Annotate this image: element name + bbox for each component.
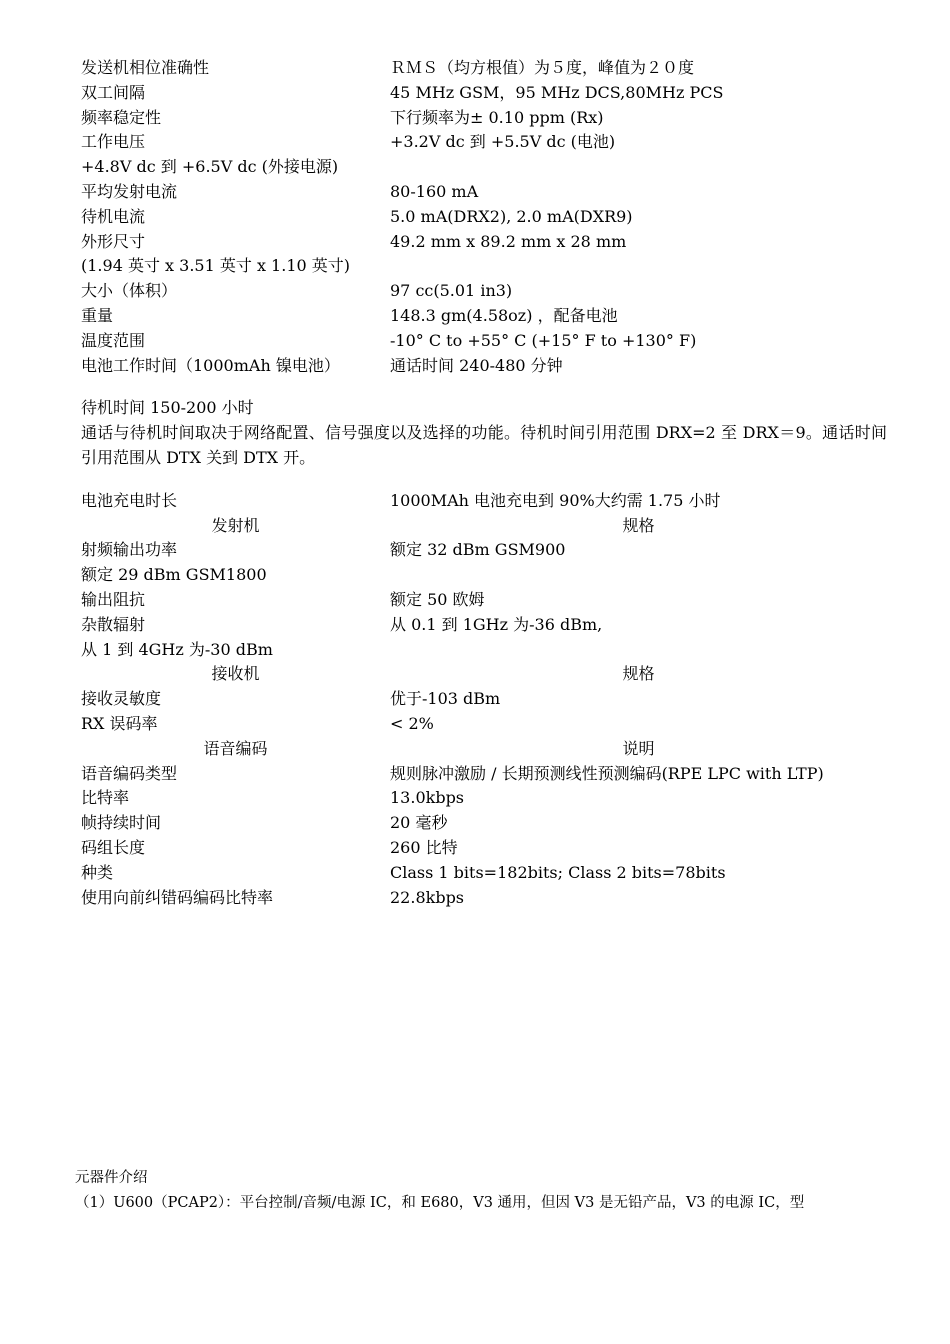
spec-label: 大小（体积） — [81, 281, 178, 301]
section-header-row — [81, 514, 887, 539]
section-header-value: 规格 — [622, 515, 655, 535]
section-header-label: 发射机 — [211, 515, 260, 535]
spec-row — [81, 329, 887, 354]
spec-label: 输出阻抗 — [81, 589, 146, 609]
spec-document — [81, 56, 887, 910]
spec-value: 13.0kbps — [390, 788, 465, 808]
spec-row — [81, 180, 887, 205]
spec-row — [81, 588, 887, 613]
spec-value: 通话时间 240-480 分钟 — [390, 355, 563, 375]
spec-row — [81, 254, 887, 279]
spec-value: 优于-103 dBm — [390, 689, 501, 709]
spec-value — [390, 638, 887, 663]
spec-value: 80-160 mA — [390, 181, 479, 201]
spec-label: 种类 — [81, 862, 114, 882]
spec-value: 规则脉冲激励 / 长期预测线性预测编码(RPE LPC with LTP) — [390, 763, 824, 783]
spec-label: 射频输出功率 — [81, 540, 178, 560]
spec-value: 20 毫秒 — [390, 813, 448, 833]
spec-value: Class 1 bits=182bits; Class 2 bits=78bits — [390, 862, 726, 882]
spec-value: 下行频率为± 0.10 ppm (Rx) — [390, 107, 604, 127]
spec-row — [81, 538, 887, 563]
spec-row — [81, 304, 887, 329]
spec-row — [81, 205, 887, 230]
section-header-row — [81, 737, 887, 762]
spacer — [81, 471, 887, 489]
spacer — [81, 378, 887, 396]
standby-note: 通话与待机时间取决于网络配置、信号强度以及选择的功能。待机时间引用范围 DRX=2 至 DRX＝9。通话时间引用范围从 DTX 关到 DTX 开。 — [81, 423, 887, 467]
spec-row — [81, 489, 887, 514]
spec-row — [81, 712, 887, 737]
spec-label: 电池充电时长 — [81, 490, 178, 510]
spec-label: +4.8V dc 到 +6.5V dc (外接电源) — [81, 157, 339, 177]
spec-label: 温度范围 — [81, 330, 146, 350]
spec-label: 杂散辐射 — [81, 614, 146, 634]
spec-label: 电池工作时间（1000mAh 镍电池） — [81, 355, 340, 375]
spec-value: 额定 50 欧姆 — [390, 589, 485, 609]
spec-label: (1.94 英寸 x 3.51 英寸 x 1.10 英寸) — [81, 256, 351, 276]
spec-label: 从 1 到 4GHz 为-30 dBm — [81, 639, 273, 659]
spec-value: 从 0.1 到 1GHz 为-36 dBm, — [390, 614, 603, 634]
spec-value: 22.8kbps — [390, 887, 465, 907]
spec-label: 额定 29 dBm GSM1800 — [81, 565, 267, 585]
spec-label: 外形尺寸 — [81, 231, 146, 251]
spec-value: < 2% — [390, 713, 434, 733]
spec-value: 148.3 gm(4.58oz) ，配备电池 — [390, 305, 618, 325]
spec-row — [81, 354, 887, 379]
spec-row — [81, 106, 887, 131]
spec-table-rf — [81, 489, 887, 911]
spec-label: 帧持续时间 — [81, 813, 162, 833]
spec-label: RX 误码率 — [81, 713, 158, 733]
spec-value: +3.2V dc 到 +5.5V dc (电池) — [390, 132, 616, 152]
spec-value: 49.2 mm x 89.2 mm x 28 mm — [390, 231, 627, 251]
spec-row — [81, 762, 887, 787]
spec-value: 45 MHz GSM，95 MHz DCS,80MHz PCS — [390, 82, 724, 102]
standby-line: 待机时间 150-200 小时 — [81, 398, 254, 418]
spec-value — [390, 254, 887, 279]
spec-row — [81, 687, 887, 712]
footer-heading: 元器件介绍 — [75, 1170, 148, 1186]
section-header-value: 说明 — [622, 738, 655, 758]
spec-row — [81, 811, 887, 836]
spec-value: 5.0 mA(DRX2), 2.0 mA(DXR9) — [390, 206, 633, 226]
spec-row — [81, 861, 887, 886]
spec-label: 发送机相位准确性 — [81, 58, 210, 77]
footer-line: （1）U600（PCAP2）：平台控制/音频/电源 IC，和 E680，V3 通用，但因 V3 是无铅产品，V3 的电源 IC，型 — [75, 1195, 805, 1211]
spec-value — [390, 563, 887, 588]
spec-value: 1000MAh 电池充电到 90%大约需 1.75 小时 — [390, 490, 721, 510]
section-header-row — [81, 662, 887, 687]
spec-value: 260 比特 — [390, 837, 458, 857]
spec-row — [81, 638, 887, 663]
spec-label: 比特率 — [81, 788, 130, 808]
spec-row — [81, 836, 887, 861]
spec-label: 语音编码类型 — [81, 763, 178, 783]
spec-label: 重量 — [81, 305, 114, 325]
spec-value — [390, 155, 887, 180]
spec-label: 工作电压 — [81, 132, 146, 152]
spec-table-general — [81, 56, 887, 378]
spec-value: 97 cc(5.01 in3) — [390, 281, 513, 301]
section-header-value: 规格 — [622, 664, 655, 684]
spec-value: -10° C to +55° C (+15° F to +130° F) — [390, 330, 697, 350]
footer-section — [75, 1166, 885, 1216]
spec-label: 双工间隔 — [81, 82, 146, 102]
spec-label: 使用向前纠错码编码比特率 — [81, 887, 274, 907]
spec-value: 额定 32 dBm GSM900 — [390, 540, 566, 560]
spec-row — [81, 279, 887, 304]
spec-label: 频率稳定性 — [81, 107, 162, 127]
spec-value: ＲＭＳ（均方根值）为５度，峰值为２０度 — [390, 58, 695, 77]
spec-row — [81, 81, 887, 106]
spec-row — [81, 613, 887, 638]
spec-row — [81, 155, 887, 180]
spec-row — [81, 56, 887, 81]
spec-label: 待机电流 — [81, 206, 146, 226]
section-header-label: 语音编码 — [203, 738, 268, 758]
spec-row — [81, 130, 887, 155]
spec-row — [81, 563, 887, 588]
spec-label: 平均发射电流 — [81, 181, 178, 201]
spec-label: 接收灵敏度 — [81, 689, 162, 709]
section-header-label: 接收机 — [211, 664, 260, 684]
spec-row — [81, 786, 887, 811]
spec-row — [81, 230, 887, 255]
spec-row — [81, 886, 887, 911]
spec-label: 码组长度 — [81, 837, 146, 857]
